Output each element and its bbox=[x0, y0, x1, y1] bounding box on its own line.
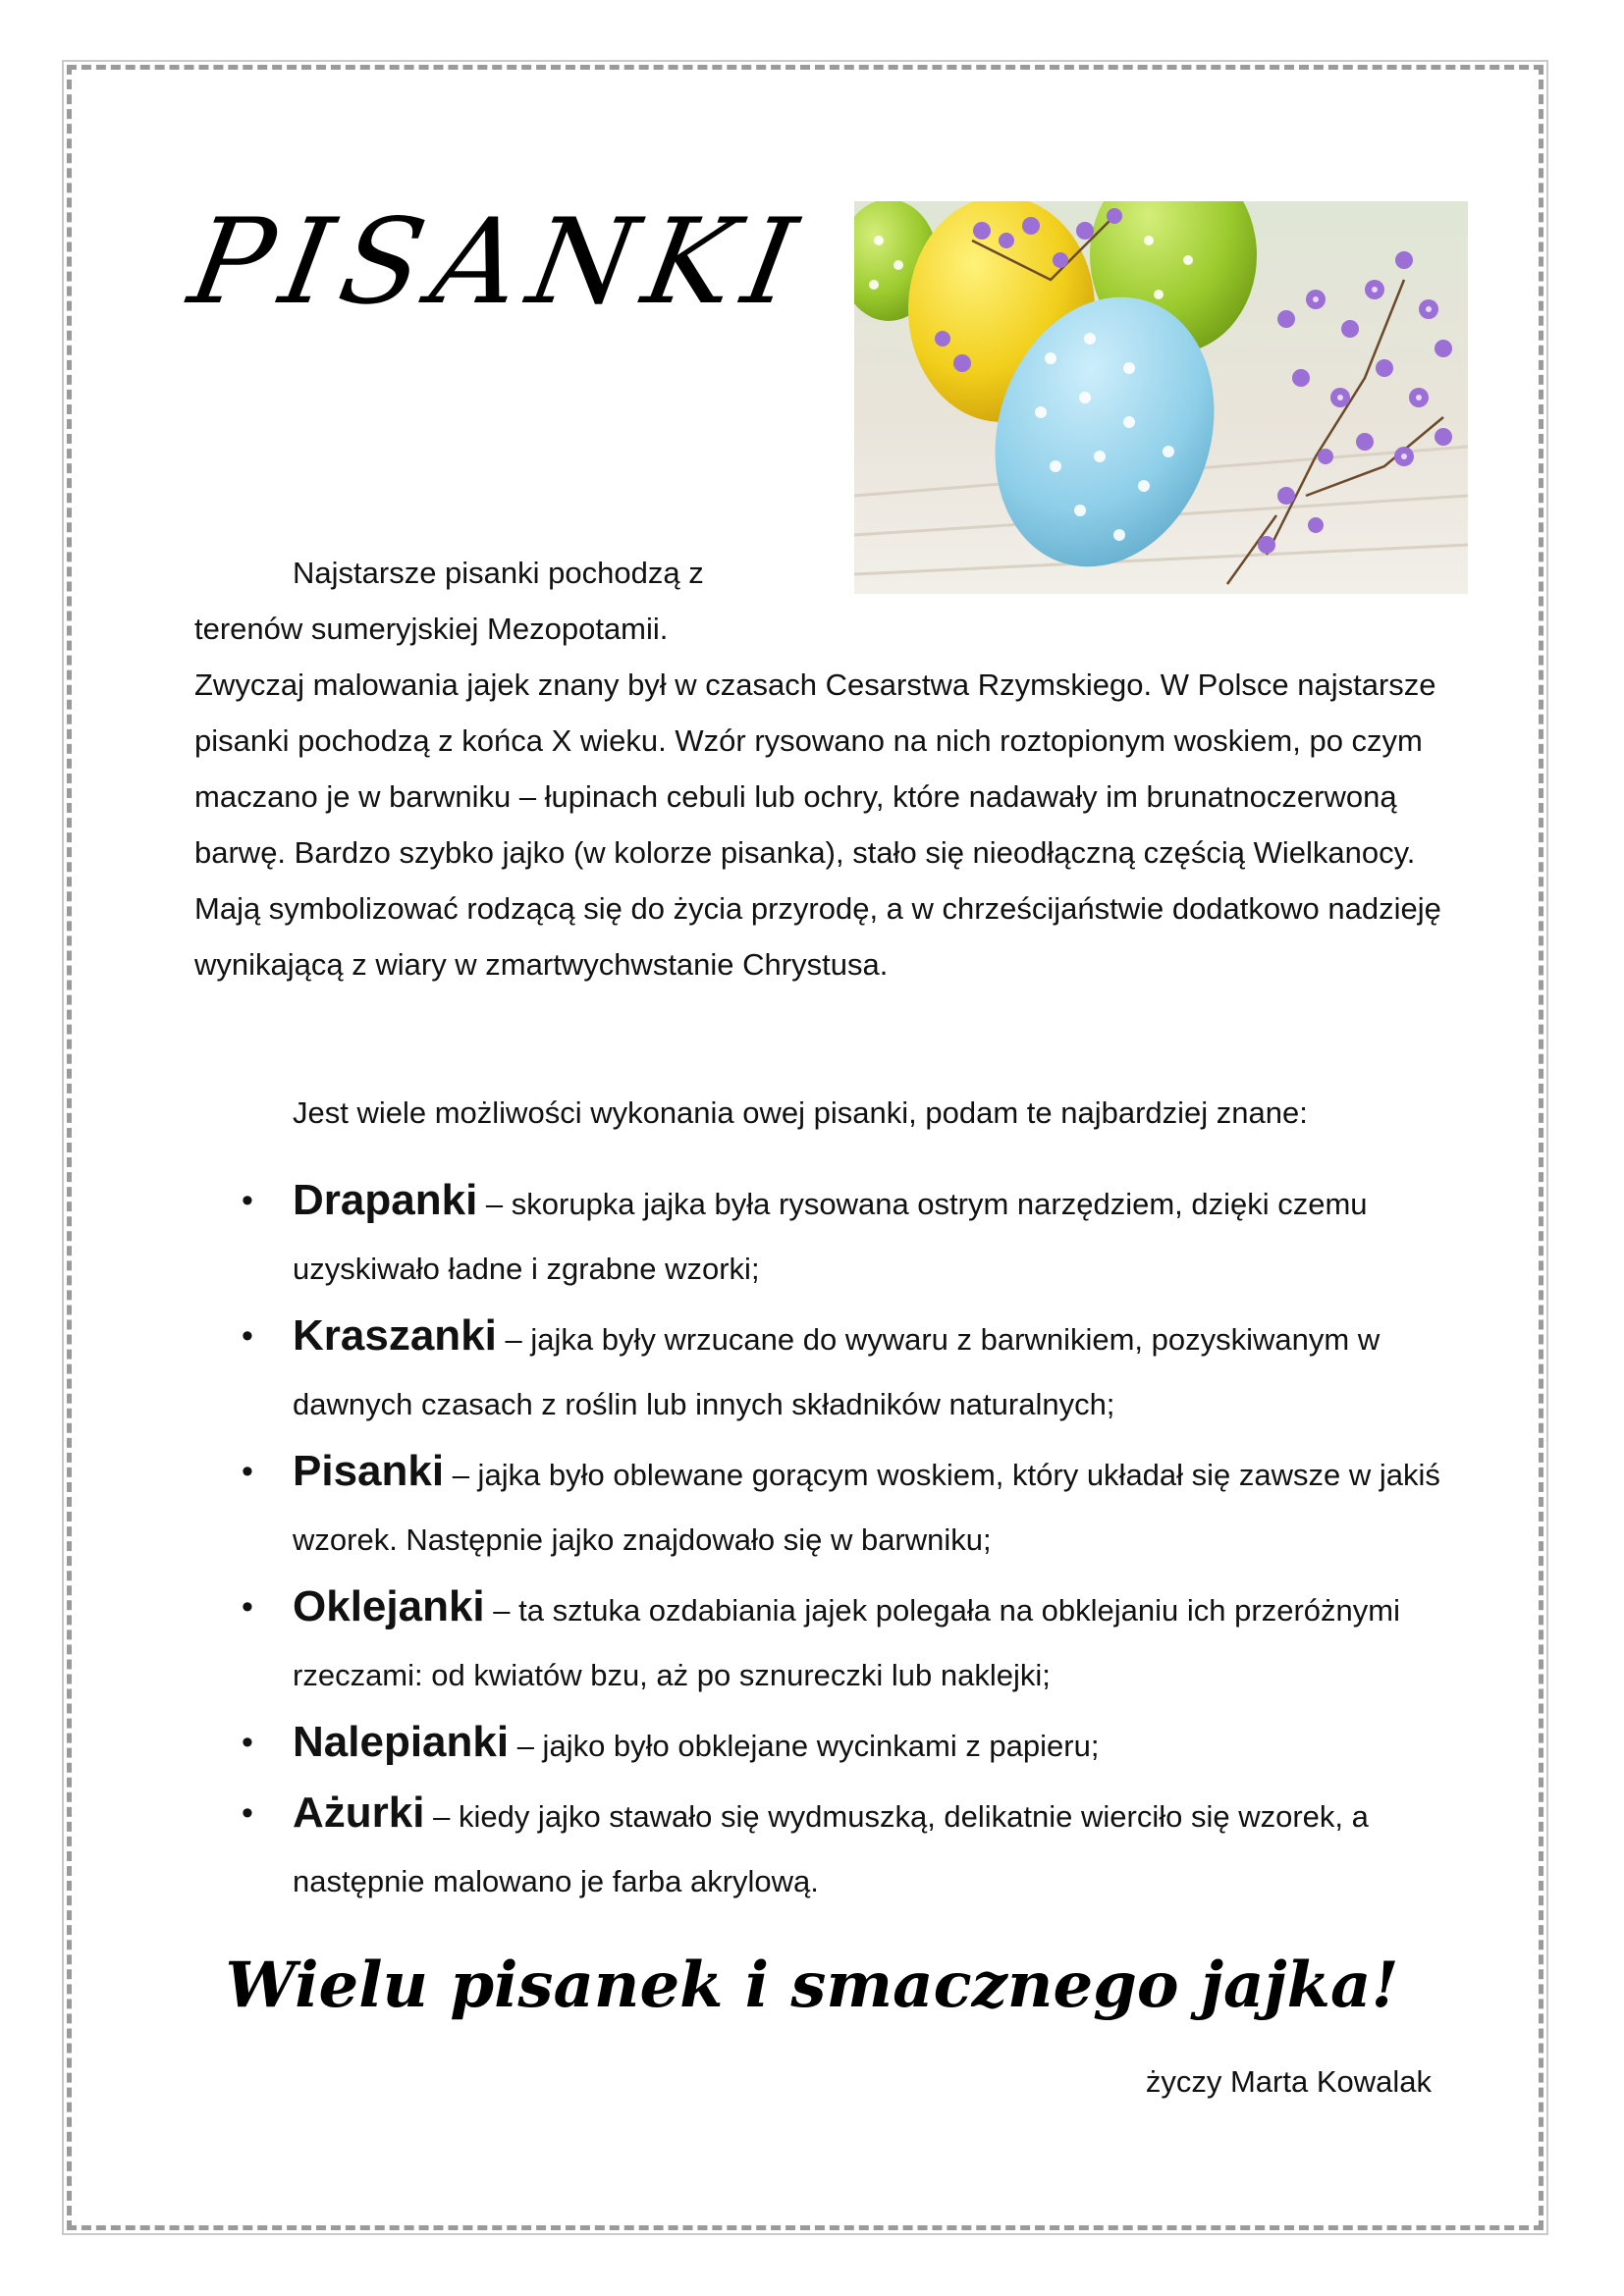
method-desc: – kiedy jajko stawało się wydmuszką, delikatnie wierciło się wzorek, a następnie malowano je farba akrylową. bbox=[293, 1799, 1369, 1898]
history-paragraph bbox=[194, 545, 1441, 992]
method-desc: – jajka były wrzucane do wywaru z barwnikiem, pozyskiwanym w dawnych czasach z roślin lub innych składników naturalnych; bbox=[293, 1322, 1380, 1421]
list-item bbox=[194, 1168, 1471, 1302]
method-desc: – ta sztuka ozdabiania jajek polegała na obklejaniu ich przeróżnymi rzeczami: od kwiatów bzu, aż po sznureczki lub naklejki; bbox=[293, 1593, 1400, 1692]
method-desc: – jajko było obklejane wycinkami z papieru; bbox=[509, 1729, 1100, 1763]
bullet: • bbox=[242, 1453, 253, 1490]
history-line-1b: terenów sumeryjskiej Mezopotamii. bbox=[194, 612, 669, 646]
method-term: Kraszanki bbox=[293, 1311, 497, 1360]
method-term: Oklejanki bbox=[293, 1582, 485, 1630]
history-line-1a: Najstarsze pisanki pochodzą z bbox=[293, 556, 704, 590]
list-item bbox=[194, 1439, 1471, 1573]
easter-wish: Wielu pisanek i smacznego jajka! bbox=[225, 1949, 1399, 2022]
list-item bbox=[194, 1710, 1471, 1779]
bullet: • bbox=[242, 1317, 253, 1355]
bullet: • bbox=[242, 1724, 253, 1761]
bullet: • bbox=[242, 1794, 253, 1832]
list-item bbox=[194, 1575, 1471, 1708]
method-desc: – jajka było oblewane gorącym woskiem, który układał się zawsze w jakiś wzorek. Następnie jajko znajdowało się w barwniku; bbox=[293, 1458, 1440, 1557]
bullet: • bbox=[242, 1182, 253, 1219]
method-term: Nalepianki bbox=[293, 1718, 510, 1766]
methods-list bbox=[194, 1168, 1471, 1916]
method-desc: – skorupka jajka była rysowana ostrym narzędziem, dzięki czemu uzyskiwało ładne i zgrabne wzorki; bbox=[293, 1187, 1368, 1286]
page-title: PISANKI bbox=[180, 194, 817, 331]
list-item bbox=[194, 1304, 1471, 1437]
bullet: • bbox=[242, 1588, 253, 1626]
method-term: Pisanki bbox=[293, 1447, 445, 1495]
easter-eggs-photo bbox=[854, 201, 1468, 594]
method-term: Ażurki bbox=[293, 1789, 425, 1837]
list-item bbox=[194, 1781, 1471, 1914]
methods-intro: Jest wiele możliwości wykonania owej pisanki, podam te najbardziej znane: bbox=[293, 1095, 1308, 1130]
history-rest: Zwyczaj malowania jajek znany był w czasach Cesarstwa Rzymskiego. W Polsce najstarsze pisanki pochodzą z końca X wieku. Wzór rysowano na nich roztopionym woskiem, po czym maczano je w barwniku – łupinach cebuli lub ochry, które nadawały im brunatnoczerwoną barwę. Bardzo szybko jajko (w kolorze pisanka), stało się nieodłączną częścią Wielkanocy. Mają symbolizować rodzącą się do życia przyrodę, a w chrześcijaństwie dodatkowo nadzieję wynikającą z wiary w zmartwychwstanie Chrystusa. bbox=[194, 667, 1441, 982]
method-term: Drapanki bbox=[293, 1176, 478, 1224]
signature: życzy Marta Kowalak bbox=[1145, 2064, 1432, 2099]
